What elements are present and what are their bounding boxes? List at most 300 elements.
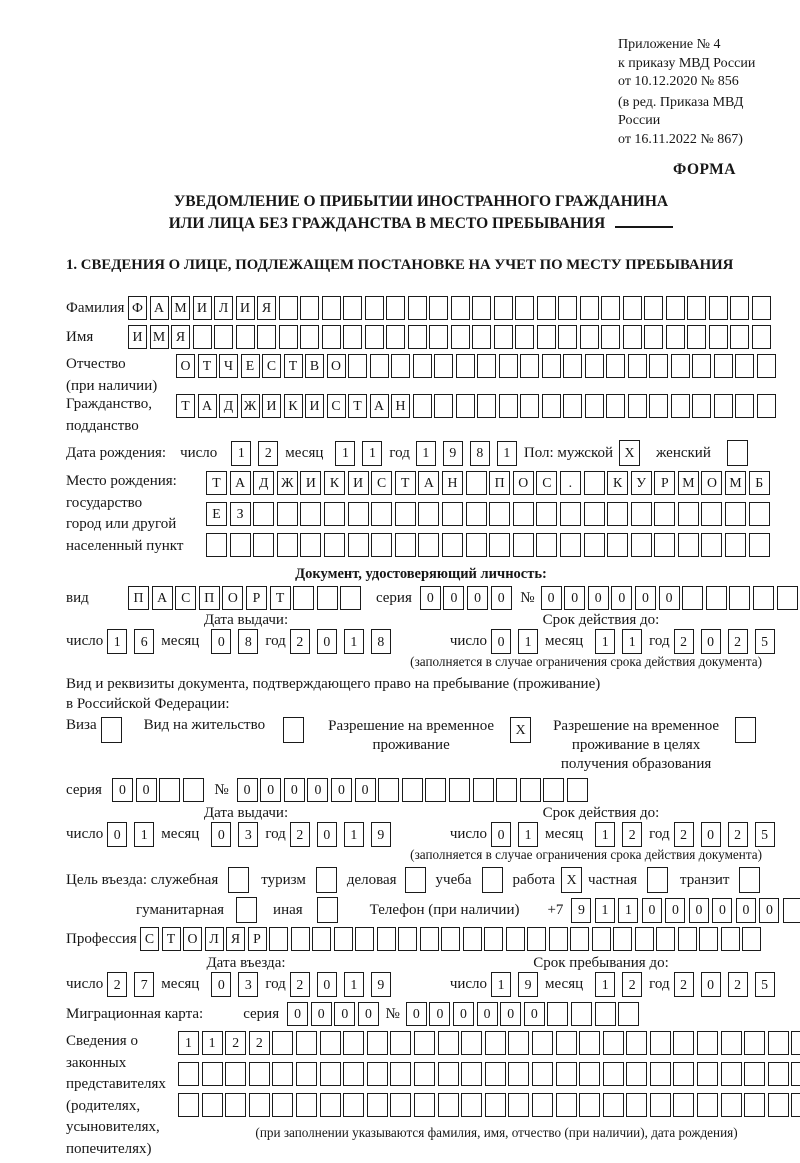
birth-place-cell[interactable]: А (230, 471, 251, 495)
name-cell[interactable] (494, 325, 513, 349)
doc-number-cell[interactable] (777, 586, 798, 610)
issue-day-cell[interactable]: 1 (107, 629, 127, 654)
purpose-transit-checkbox[interactable] (739, 867, 760, 893)
birth-place-cell[interactable] (206, 533, 227, 557)
patronymic-cell[interactable] (370, 354, 389, 378)
birth-place-cell[interactable]: . (560, 471, 581, 495)
profession-cell[interactable] (312, 927, 331, 951)
birth-place-cell[interactable] (466, 471, 487, 495)
name-cell[interactable] (279, 325, 298, 349)
birth-place-cell[interactable] (607, 533, 628, 557)
birth-place-cell[interactable]: Т (395, 471, 416, 495)
issue-year-cell[interactable]: 0 (317, 629, 337, 654)
representative-cell[interactable] (579, 1093, 600, 1117)
citizenship-cell[interactable]: Д (219, 394, 238, 418)
birth-place-cell[interactable]: С (536, 471, 557, 495)
representative-cell[interactable] (296, 1093, 317, 1117)
purpose-study-checkbox[interactable] (482, 867, 503, 893)
purpose-private-checkbox[interactable] (647, 867, 668, 893)
representative-cell[interactable] (367, 1031, 388, 1055)
representative-cell[interactable] (603, 1062, 624, 1086)
patronymic-cell[interactable] (606, 354, 625, 378)
representative-cell[interactable] (414, 1062, 435, 1086)
representative-cell[interactable] (721, 1031, 742, 1055)
representative-cell[interactable] (791, 1093, 800, 1117)
migration-series-cell[interactable]: 0 (311, 1002, 332, 1026)
birth-place-cell[interactable] (631, 502, 652, 526)
representative-cell[interactable] (744, 1031, 765, 1055)
entry-year-cell[interactable]: 9 (371, 972, 391, 997)
birth-place-cell[interactable] (489, 533, 510, 557)
representative-cell[interactable] (390, 1031, 411, 1055)
representative-cell[interactable] (650, 1031, 671, 1055)
representative-cell[interactable] (249, 1062, 270, 1086)
representative-cell[interactable] (768, 1031, 789, 1055)
phone-digit-cell[interactable] (783, 898, 800, 923)
doc-type-cell[interactable]: О (222, 586, 243, 610)
representative-cell[interactable] (367, 1093, 388, 1117)
name-cell[interactable] (365, 325, 384, 349)
birth-place-cell[interactable]: Б (749, 471, 770, 495)
citizenship-cell[interactable] (628, 394, 647, 418)
patronymic-cell[interactable] (499, 354, 518, 378)
residence-issue-year-cell[interactable]: 9 (371, 822, 391, 847)
migration-number-cell[interactable] (547, 1002, 568, 1026)
temp-residence-education-checkbox[interactable] (735, 717, 756, 743)
surname-cell[interactable] (408, 296, 427, 320)
birth-place-cell[interactable] (253, 533, 274, 557)
patronymic-cell[interactable] (585, 354, 604, 378)
residence-expiry-year-cell[interactable]: 5 (755, 822, 775, 847)
citizenship-cell[interactable]: А (370, 394, 389, 418)
patronymic-cell[interactable]: В (305, 354, 324, 378)
profession-cell[interactable]: О (183, 927, 202, 951)
citizenship-cell[interactable]: Н (391, 394, 410, 418)
representative-cell[interactable] (744, 1093, 765, 1117)
issue-day-cell[interactable]: 6 (134, 629, 154, 654)
birth-place-cell[interactable] (324, 533, 345, 557)
name-cell[interactable] (300, 325, 319, 349)
residence-number-cell[interactable] (520, 778, 541, 802)
name-cell[interactable] (558, 325, 577, 349)
birth-place-cell[interactable] (442, 502, 463, 526)
temp-residence-checkbox[interactable]: X (510, 717, 531, 743)
citizenship-cell[interactable] (563, 394, 582, 418)
birth-place-cell[interactable]: Ж (277, 471, 298, 495)
representative-cell[interactable] (673, 1093, 694, 1117)
surname-cell[interactable] (687, 296, 706, 320)
doc-type-cell[interactable]: С (175, 586, 196, 610)
birth-day-cell[interactable]: 1 (231, 441, 251, 466)
citizenship-cell[interactable] (714, 394, 733, 418)
patronymic-cell[interactable] (348, 354, 367, 378)
stay-year-cell[interactable]: 5 (755, 972, 775, 997)
representative-cell[interactable] (579, 1062, 600, 1086)
residence-number-cell[interactable] (378, 778, 399, 802)
migration-number-cell[interactable] (618, 1002, 639, 1026)
profession-cell[interactable] (484, 927, 503, 951)
profession-cell[interactable] (506, 927, 525, 951)
doc-number-cell[interactable] (682, 586, 703, 610)
doc-type-cell[interactable] (340, 586, 361, 610)
birth-place-cell[interactable] (300, 533, 321, 557)
representative-cell[interactable] (343, 1031, 364, 1055)
issue-year-cell[interactable]: 8 (371, 629, 391, 654)
expiry-year-cell[interactable]: 0 (701, 629, 721, 654)
phone-digit-cell[interactable]: 0 (642, 898, 662, 923)
name-cell[interactable] (730, 325, 749, 349)
doc-series-cell[interactable]: 0 (420, 586, 441, 610)
surname-cell[interactable]: Л (214, 296, 233, 320)
representative-cell[interactable] (461, 1093, 482, 1117)
citizenship-cell[interactable]: Т (176, 394, 195, 418)
entry-year-cell[interactable]: 0 (317, 972, 337, 997)
birth-place-cell[interactable] (253, 502, 274, 526)
name-cell[interactable] (687, 325, 706, 349)
surname-cell[interactable] (709, 296, 728, 320)
representative-cell[interactable]: 2 (225, 1031, 246, 1055)
expiry-day-cell[interactable]: 0 (491, 629, 511, 654)
visa-checkbox[interactable] (101, 717, 122, 743)
issue-month-cell[interactable]: 0 (211, 629, 231, 654)
residence-expiry-year-cell[interactable]: 2 (674, 822, 694, 847)
phone-digit-cell[interactable]: 0 (689, 898, 709, 923)
representative-cell[interactable] (721, 1062, 742, 1086)
birth-place-cell[interactable] (395, 502, 416, 526)
doc-series-cell[interactable]: 0 (467, 586, 488, 610)
entry-month-cell[interactable]: 0 (211, 972, 231, 997)
surname-cell[interactable] (494, 296, 513, 320)
surname-cell[interactable] (279, 296, 298, 320)
patronymic-cell[interactable] (671, 354, 690, 378)
name-cell[interactable] (322, 325, 341, 349)
representative-cell[interactable] (508, 1062, 529, 1086)
birth-place-cell[interactable] (418, 502, 439, 526)
surname-cell[interactable] (300, 296, 319, 320)
profession-cell[interactable] (291, 927, 310, 951)
citizenship-cell[interactable] (499, 394, 518, 418)
birth-place-cell[interactable] (725, 502, 746, 526)
representative-cell[interactable] (626, 1062, 647, 1086)
profession-cell[interactable]: Я (226, 927, 245, 951)
birth-place-cell[interactable]: Р (654, 471, 675, 495)
name-cell[interactable] (472, 325, 491, 349)
birth-place-cell[interactable] (348, 502, 369, 526)
expiry-year-cell[interactable]: 2 (674, 629, 694, 654)
birth-place-cell[interactable] (536, 533, 557, 557)
purpose-work-checkbox[interactable]: X (561, 867, 582, 893)
surname-cell[interactable] (580, 296, 599, 320)
citizenship-cell[interactable]: А (198, 394, 217, 418)
doc-type-cell[interactable] (317, 586, 338, 610)
representative-cell[interactable] (249, 1093, 270, 1117)
representative-cell[interactable] (508, 1031, 529, 1055)
doc-number-cell[interactable]: 0 (564, 586, 585, 610)
residence-series-cell[interactable] (183, 778, 204, 802)
patronymic-cell[interactable] (563, 354, 582, 378)
patronymic-cell[interactable] (520, 354, 539, 378)
patronymic-cell[interactable] (477, 354, 496, 378)
representative-cell[interactable] (438, 1031, 459, 1055)
purpose-tourism-checkbox[interactable] (316, 867, 337, 893)
birth-place-cell[interactable] (560, 533, 581, 557)
birth-place-cell[interactable] (466, 533, 487, 557)
purpose-other-checkbox[interactable] (317, 897, 338, 923)
patronymic-cell[interactable] (714, 354, 733, 378)
representative-cell[interactable]: 1 (178, 1031, 199, 1055)
doc-type-cell[interactable] (293, 586, 314, 610)
birth-place-cell[interactable]: О (513, 471, 534, 495)
stay-month-cell[interactable]: 1 (595, 972, 615, 997)
surname-cell[interactable] (730, 296, 749, 320)
name-cell[interactable] (623, 325, 642, 349)
residence-series-cell[interactable]: 0 (136, 778, 157, 802)
residence-number-cell[interactable] (496, 778, 517, 802)
representative-cell[interactable] (320, 1093, 341, 1117)
representative-cell[interactable] (343, 1062, 364, 1086)
birth-place-cell[interactable]: Е (206, 502, 227, 526)
representative-cell[interactable] (697, 1093, 718, 1117)
profession-cell[interactable] (742, 927, 761, 951)
representative-cell[interactable] (272, 1093, 293, 1117)
representative-cell[interactable] (768, 1062, 789, 1086)
doc-number-cell[interactable]: 0 (611, 586, 632, 610)
representative-cell[interactable] (202, 1093, 223, 1117)
surname-cell[interactable] (666, 296, 685, 320)
birth-place-cell[interactable] (395, 533, 416, 557)
profession-cell[interactable] (613, 927, 632, 951)
patronymic-cell[interactable] (628, 354, 647, 378)
name-cell[interactable] (644, 325, 663, 349)
representative-cell[interactable] (485, 1031, 506, 1055)
profession-cell[interactable] (398, 927, 417, 951)
representative-cell[interactable] (320, 1062, 341, 1086)
name-cell[interactable] (537, 325, 556, 349)
profession-cell[interactable] (635, 927, 654, 951)
residence-expiry-month-cell[interactable]: 1 (595, 822, 615, 847)
patronymic-cell[interactable] (692, 354, 711, 378)
patronymic-cell[interactable] (649, 354, 668, 378)
entry-day-cell[interactable]: 7 (134, 972, 154, 997)
citizenship-cell[interactable] (585, 394, 604, 418)
citizenship-cell[interactable]: Ж (241, 394, 260, 418)
profession-cell[interactable] (334, 927, 353, 951)
representative-cell[interactable] (296, 1062, 317, 1086)
profession-cell[interactable] (441, 927, 460, 951)
purpose-business-checkbox[interactable] (228, 867, 249, 893)
doc-number-cell[interactable]: 0 (541, 586, 562, 610)
residence-number-cell[interactable] (543, 778, 564, 802)
representative-cell[interactable] (791, 1031, 800, 1055)
surname-cell[interactable] (322, 296, 341, 320)
profession-cell[interactable] (721, 927, 740, 951)
birth-month-cell[interactable]: 1 (335, 441, 355, 466)
surname-cell[interactable] (623, 296, 642, 320)
representative-cell[interactable] (697, 1062, 718, 1086)
name-cell[interactable] (709, 325, 728, 349)
phone-digit-cell[interactable]: 0 (712, 898, 732, 923)
surname-cell[interactable] (515, 296, 534, 320)
representative-cell[interactable] (697, 1031, 718, 1055)
citizenship-cell[interactable] (477, 394, 496, 418)
name-cell[interactable] (580, 325, 599, 349)
birth-place-cell[interactable] (324, 502, 345, 526)
entry-month-cell[interactable]: 3 (238, 972, 258, 997)
name-cell[interactable] (451, 325, 470, 349)
expiry-day-cell[interactable]: 1 (518, 629, 538, 654)
citizenship-cell[interactable]: Т (348, 394, 367, 418)
surname-cell[interactable]: И (236, 296, 255, 320)
patronymic-cell[interactable]: С (262, 354, 281, 378)
migration-number-cell[interactable]: 0 (500, 1002, 521, 1026)
surname-cell[interactable] (537, 296, 556, 320)
representative-cell[interactable] (178, 1093, 199, 1117)
birth-place-cell[interactable]: З (230, 502, 251, 526)
birth-place-cell[interactable]: Н (442, 471, 463, 495)
representative-cell[interactable] (626, 1093, 647, 1117)
representative-cell[interactable] (532, 1093, 553, 1117)
doc-type-cell[interactable]: П (128, 586, 149, 610)
citizenship-cell[interactable] (735, 394, 754, 418)
birth-place-cell[interactable]: К (324, 471, 345, 495)
representative-cell[interactable] (367, 1062, 388, 1086)
name-cell[interactable] (666, 325, 685, 349)
residence-issue-month-cell[interactable]: 0 (211, 822, 231, 847)
surname-cell[interactable]: М (171, 296, 190, 320)
expiry-month-cell[interactable]: 1 (595, 629, 615, 654)
representative-cell[interactable]: 2 (249, 1031, 270, 1055)
name-cell[interactable] (601, 325, 620, 349)
birth-year-cell[interactable]: 9 (443, 441, 463, 466)
migration-number-cell[interactable]: 0 (477, 1002, 498, 1026)
doc-type-cell[interactable]: Р (246, 586, 267, 610)
residence-expiry-day-cell[interactable]: 1 (518, 822, 538, 847)
surname-cell[interactable] (451, 296, 470, 320)
birth-place-cell[interactable] (725, 533, 746, 557)
citizenship-cell[interactable] (413, 394, 432, 418)
profession-cell[interactable]: С (140, 927, 159, 951)
profession-cell[interactable] (592, 927, 611, 951)
doc-type-cell[interactable]: Т (270, 586, 291, 610)
representative-cell[interactable] (650, 1093, 671, 1117)
profession-cell[interactable]: Т (162, 927, 181, 951)
birth-place-cell[interactable]: П (489, 471, 510, 495)
entry-day-cell[interactable]: 2 (107, 972, 127, 997)
profession-cell[interactable] (420, 927, 439, 951)
citizenship-cell[interactable] (692, 394, 711, 418)
birth-place-cell[interactable]: М (725, 471, 746, 495)
name-cell[interactable] (515, 325, 534, 349)
patronymic-cell[interactable]: Т (198, 354, 217, 378)
phone-digit-cell[interactable]: 0 (759, 898, 779, 923)
representative-cell[interactable] (673, 1062, 694, 1086)
birth-place-cell[interactable] (678, 533, 699, 557)
profession-cell[interactable] (570, 927, 589, 951)
patronymic-cell[interactable]: О (176, 354, 195, 378)
expiry-year-cell[interactable]: 2 (728, 629, 748, 654)
profession-cell[interactable] (377, 927, 396, 951)
migration-number-cell[interactable] (595, 1002, 616, 1026)
citizenship-cell[interactable] (520, 394, 539, 418)
surname-cell[interactable] (365, 296, 384, 320)
birth-place-cell[interactable] (230, 533, 251, 557)
representative-cell[interactable] (485, 1062, 506, 1086)
representative-cell[interactable] (603, 1093, 624, 1117)
birth-place-cell[interactable] (584, 471, 605, 495)
birth-place-cell[interactable] (513, 502, 534, 526)
patronymic-cell[interactable]: Е (241, 354, 260, 378)
citizenship-cell[interactable] (606, 394, 625, 418)
residence-series-cell[interactable] (159, 778, 180, 802)
residence-number-cell[interactable]: 0 (237, 778, 258, 802)
migration-series-cell[interactable]: 0 (334, 1002, 355, 1026)
profession-cell[interactable] (269, 927, 288, 951)
residence-number-cell[interactable] (449, 778, 470, 802)
surname-cell[interactable]: Я (257, 296, 276, 320)
patronymic-cell[interactable] (456, 354, 475, 378)
surname-cell[interactable]: Ф (128, 296, 147, 320)
sex-female-checkbox[interactable] (727, 440, 748, 466)
birth-place-cell[interactable] (466, 502, 487, 526)
representative-cell[interactable] (178, 1062, 199, 1086)
representative-cell[interactable] (579, 1031, 600, 1055)
representative-cell[interactable] (721, 1093, 742, 1117)
residence-number-cell[interactable] (402, 778, 423, 802)
citizenship-cell[interactable] (434, 394, 453, 418)
birth-place-cell[interactable] (489, 502, 510, 526)
issue-month-cell[interactable]: 8 (238, 629, 258, 654)
birth-place-cell[interactable] (584, 533, 605, 557)
patronymic-cell[interactable]: Ч (219, 354, 238, 378)
representative-cell[interactable] (626, 1031, 647, 1055)
surname-cell[interactable] (472, 296, 491, 320)
name-cell[interactable] (343, 325, 362, 349)
stay-month-cell[interactable]: 2 (622, 972, 642, 997)
migration-number-cell[interactable]: 0 (453, 1002, 474, 1026)
residence-number-cell[interactable] (425, 778, 446, 802)
residence-number-cell[interactable]: 0 (355, 778, 376, 802)
surname-cell[interactable] (386, 296, 405, 320)
migration-number-cell[interactable] (571, 1002, 592, 1026)
representative-cell[interactable] (438, 1093, 459, 1117)
representative-cell[interactable] (272, 1062, 293, 1086)
birth-place-cell[interactable] (348, 533, 369, 557)
surname-cell[interactable] (601, 296, 620, 320)
representative-cell[interactable] (320, 1031, 341, 1055)
representative-cell[interactable] (508, 1093, 529, 1117)
representative-cell[interactable] (438, 1062, 459, 1086)
birth-place-cell[interactable] (277, 502, 298, 526)
citizenship-cell[interactable] (671, 394, 690, 418)
surname-cell[interactable] (429, 296, 448, 320)
doc-number-cell[interactable] (706, 586, 727, 610)
name-cell[interactable] (386, 325, 405, 349)
phone-digit-cell[interactable]: 1 (618, 898, 638, 923)
profession-cell[interactable]: Л (205, 927, 224, 951)
birth-place-cell[interactable] (749, 533, 770, 557)
patronymic-cell[interactable]: О (327, 354, 346, 378)
birth-place-cell[interactable]: И (348, 471, 369, 495)
citizenship-cell[interactable]: С (327, 394, 346, 418)
patronymic-cell[interactable]: Т (284, 354, 303, 378)
name-cell[interactable]: Я (171, 325, 190, 349)
entry-year-cell[interactable]: 2 (290, 972, 310, 997)
patronymic-cell[interactable] (757, 354, 776, 378)
name-cell[interactable] (257, 325, 276, 349)
name-cell[interactable] (429, 325, 448, 349)
doc-type-cell[interactable]: П (199, 586, 220, 610)
profession-cell[interactable] (656, 927, 675, 951)
